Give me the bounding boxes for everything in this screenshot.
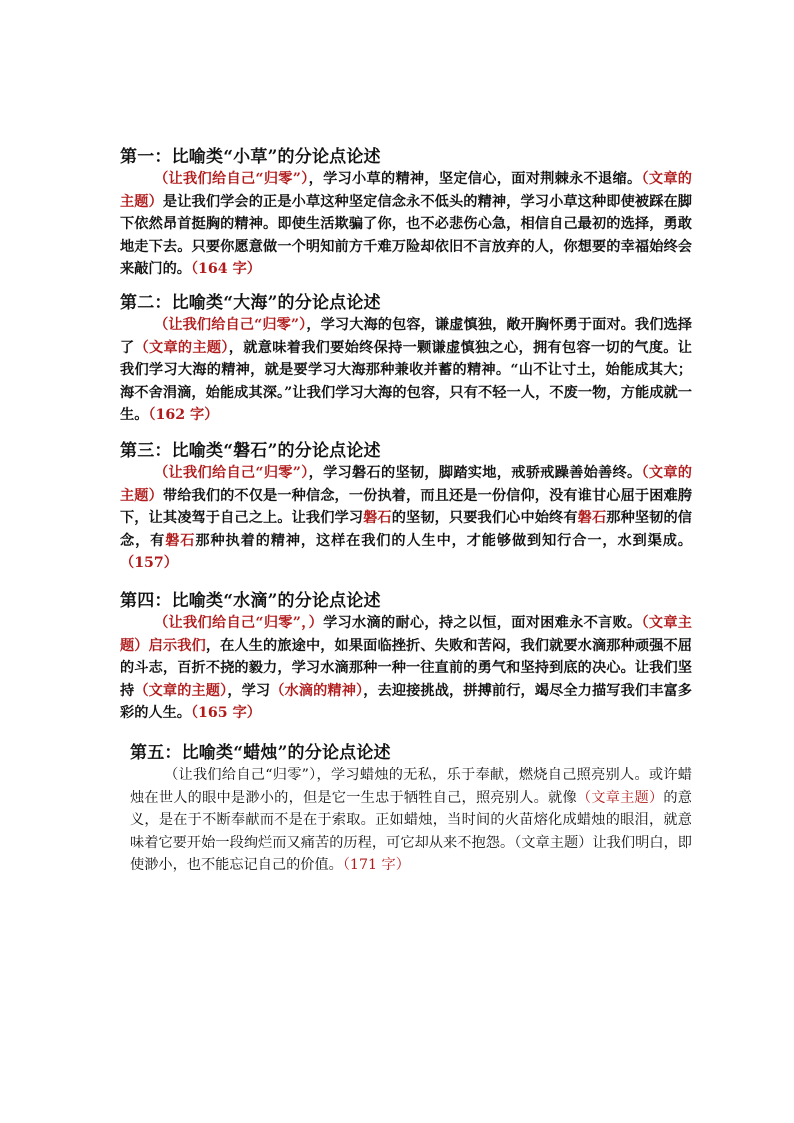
section-heading: 第二：比喻类“大海”的分论点论述 (120, 293, 381, 313)
paragraph-segment: （文章主题）启示我们 (120, 615, 692, 654)
word-count: （157） (120, 555, 178, 571)
word-count: （171 字） (342, 857, 410, 873)
word-count: （165 字） (190, 705, 261, 721)
paragraph-segment: 的意义，是在于不断奉献而不是在于索取。正如蜡烛，当时间的火苗熔化成蜡烛的眼泪，就意味着它要开始一段绚烂而又痛苦的历程，可它却从来不抱怨。（文章主题）让我们明白，即使渺小，也不能忘记自己的价值。 (130, 789, 692, 873)
paragraph-segment: （让我们给自己“归零”） (154, 465, 309, 481)
paragraph-segment: ，学习小草的精神，坚定信心，面对荆棘永不退缩。 (308, 171, 642, 187)
section-4 (120, 590, 692, 725)
section-5 (130, 742, 692, 877)
paragraph-segment: 的坚韧，只要我们心中始终有 (391, 510, 578, 526)
section-heading: 第三：比喻类“磐石”的分论点论述 (120, 441, 381, 461)
paragraph-segment: （文章的主题） (134, 682, 228, 699)
section-paragraph (120, 612, 692, 725)
paragraph-segment: 是让我们学会的正是小草这种坚定信念永不低头的精神，学习小草这种即使被踩在脚下依然昂首挺胸的精神。即使生活欺骗了你，也不必悲伤心急，相信自己最初的选择，勇敢地走下去。只要你愿意做一个明知前方千难万险却依旧不言放弃的人，你想要的幸福始终会来敲门的。 (120, 193, 692, 277)
section-1 (120, 146, 692, 281)
paragraph-segment: ，就意味着我们要始终保持一颗谦虚慎独之心，拥有包容一切的气度。让我们学习大海的精神，就是要学习大海那种兼收并蓄的精神。“山不让寸土，始能成其大；海不舍涓滴，始能成其深。”让我们学习大海的包容，只有不轻一人，不废一物，方能成就一生。 (120, 339, 692, 423)
paragraph-segment: （让我们给自己“归零”） (154, 171, 309, 187)
paragraph-segment: 磐石 (165, 532, 196, 549)
section-paragraph (120, 168, 692, 281)
paragraph-segment: （文章的主题） (120, 171, 692, 210)
paragraph-segment: （让我们给自己“归零”） (154, 317, 307, 333)
paragraph-segment: 带给我们的不仅是一种信念，一份执着，而且还是一份信仰，没有谁甘心屈于困难胯下，让其凌驾于自己之上。让我们学习 (120, 487, 692, 526)
paragraph-segment: 磐石 (363, 510, 392, 526)
paragraph-segment: ，在人生的旅途中，如果面临挫折、失败和苦闷，我们就要水滴那种顽强不屈的斗志，百折不挠的毅力，学习水滴那种一种一往直前的勇气和坚持到底的决心。让我们坚持 (120, 637, 692, 699)
paragraph-segment: 那种坚韧的信念，有 (120, 510, 692, 549)
paragraph-segment: ，学习大海的包容，谦虚慎独，敞开胸怀勇于面对。我们选择了 (120, 317, 692, 356)
section-paragraph (130, 764, 692, 877)
section-heading: 第一：比喻类“小草”的分论点论述 (120, 147, 381, 167)
paragraph-segment: （水滴的精神） (270, 682, 364, 699)
paragraph-segment: ，学习 (227, 682, 271, 699)
word-count: （162 字） (148, 407, 219, 423)
paragraph-segment: （文章的主题） (120, 465, 692, 504)
paragraph-segment: 磐石 (577, 510, 607, 526)
section-heading: 第四：比喻类“水滴”的分论点论述 (120, 591, 381, 611)
paragraph-segment: 学习水滴的耐心，持之以恒，面对困难永不言败。 (323, 615, 642, 631)
section-paragraph (120, 314, 692, 427)
section-2 (120, 292, 692, 427)
section-heading: 第五：比喻类“蜡烛”的分论点论述 (130, 743, 391, 763)
section-paragraph (120, 462, 692, 575)
paragraph-segment: ，去迎接挑战，拼搏前行，竭尽全力描写我们丰富多彩的人生。 (120, 682, 692, 721)
paragraph-segment: （文章的主题） (134, 339, 229, 356)
section-3 (120, 440, 692, 575)
word-count: （164 字） (190, 261, 261, 277)
paragraph-segment: （让我们给自己“归零”，） (154, 615, 324, 631)
paragraph-segment: ，学习磐石的坚韧，脚踏实地，戒骄戒躁善始善终。 (308, 465, 642, 481)
paragraph-segment: （让我们给自己“归零”），学习蜡烛的无私，乐于奉献，燃烧自己照亮别人。或许蜡烛在世人的眼中是渺小的，但是它一生忠于牺牲自己，照亮别人。就像 (130, 767, 692, 806)
paragraph-segment: （文章主题） (576, 789, 664, 806)
paragraph-segment: 那种执着的精神，这样在我们的人生中，才能够做到知行合一，水到渠成。 (195, 532, 692, 549)
